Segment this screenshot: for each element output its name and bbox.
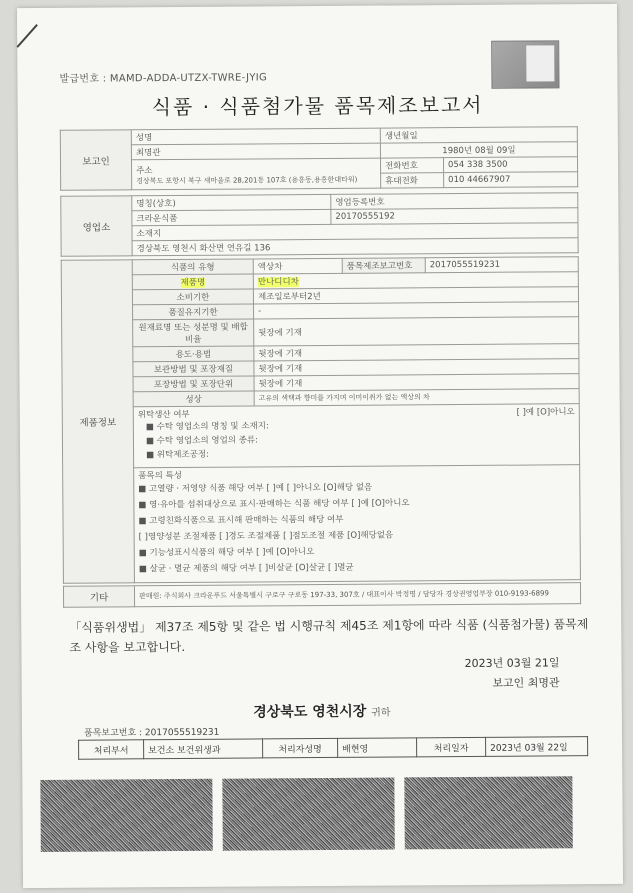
document-page — [17, 4, 623, 888]
mobile-label: 휴대전화 — [381, 173, 444, 188]
reporter-address: 경상북도 포항시 북구 새마을로 28,201동 107호 (용흥동,용흥한대타워) — [136, 175, 358, 185]
business-section: 영업소 — [61, 196, 132, 256]
char-item: ■ 영·유아를 섭취대상으로 표시·판매하는 식품 해당 여부 [ ]예 [O]아니오 — [138, 498, 410, 511]
proc-date-value: 2023년 03월 22일 — [486, 737, 588, 757]
barcode-stamp — [491, 40, 559, 88]
phone-label: 전화번호 — [380, 158, 443, 173]
birth-label: 생년월일 — [380, 127, 577, 143]
packaging-value: 뒷장에 기재 — [254, 374, 579, 391]
consign-item: ■ 수탁 영업소의 영업의 종류: — [145, 435, 259, 447]
storage-value: 뒷장에 기재 — [254, 359, 579, 376]
char-item: ■ 살균 · 멸균 제품의 해당 여부 [ ]비살균 [O]살균 [ ]멸균 — [138, 562, 354, 575]
reporter-table — [60, 126, 578, 191]
other-value: 판매원: 주식회사 크라운푸드 서울특별시 구로구 구로동 197-33, 307호 / 대표이사 박정명 / 담당자 경상권영업부장 010-9193-6899 — [134, 583, 580, 607]
char-item: ■ 기능성표시식품의 해당 여부 [ ]예 [O]아니오 — [138, 547, 315, 559]
office-name: 경상북도 영천시장 — [253, 703, 367, 721]
document-title: 식품 · 식품첨가물 품목제조보고서 — [151, 92, 484, 120]
characteristics-title: 품목의 특성 — [138, 470, 183, 482]
report-no-value: 2017055519231 — [425, 257, 578, 273]
person-value: 배현영 — [338, 738, 417, 758]
char-item: ■ 고령친화식품으로 표시해 판매하는 식품의 해당 여부 — [138, 514, 344, 527]
person-label: 처리자성명 — [263, 738, 338, 758]
item-report-number: 품목보고번호 : 2017055519231 — [83, 727, 220, 739]
name-label: 성명 — [131, 128, 380, 145]
consign-item: ■ 위탁제조공정: — [146, 449, 209, 461]
reporter-mobile: 010 44667907 — [444, 172, 578, 188]
storage-label: 보관방법 및 포장재질 — [133, 361, 254, 377]
report-date: 2023년 03월 21일 — [464, 656, 560, 670]
pen-mark — [16, 24, 37, 48]
expiry-value: 제조일로부터2년 — [253, 287, 578, 304]
dept-value: 보건소 보건위생과 — [144, 739, 263, 759]
other-table — [63, 582, 581, 608]
security-pattern — [222, 777, 394, 850]
product-section: 제품정보 — [61, 260, 134, 583]
issue-number: 발급번호 : MAMD-ADDA-UTZX-TWRE-JYIG — [59, 72, 268, 85]
business-reg: 20170555192 — [331, 208, 578, 225]
security-pattern — [40, 779, 212, 852]
reporter-name: 최명관 — [131, 143, 380, 160]
security-pattern — [404, 776, 572, 849]
processing-table — [78, 736, 588, 760]
ingredients-label: 원재료명 또는 성분명 및 배합비율 — [133, 319, 254, 347]
office-suffix: 귀하 — [371, 707, 391, 719]
expiry-label: 소비기한 — [132, 289, 253, 305]
report-no-label: 품목제조보고번호 — [342, 258, 425, 274]
appearance-value: 고유의 색택과 향미를 가지며 이미이취가 없는 액상의 차 — [254, 389, 579, 406]
ingredients-value: 뒷장에 기재 — [254, 317, 579, 346]
product-table — [61, 256, 581, 584]
usage-label: 용도·용법 — [133, 346, 254, 362]
business-name-label: 명칭(상호) — [132, 194, 331, 210]
consign-item: ■ 수탁 영업소의 명칭 및 소재지: — [145, 421, 269, 433]
char-item: [ ]영양성분 조절제품 [ ]경도 조절제품 [ ]점도조절 제품 [O]해당없음 — [138, 530, 394, 543]
quality-value: - — [254, 302, 579, 319]
packaging-label: 포장방법 및 포장단위 — [133, 376, 254, 392]
product-type: 액상차 — [253, 258, 342, 274]
consign-label: 위탁생산 여부 — [137, 409, 190, 421]
report-statement: 「식품위생법」 제37조 제5항 및 같은 법 시행규칙 제45조 제1항에 따라 식품 (식품첨가물) 품목제조 사항을 보고합니다. — [69, 617, 589, 655]
reporter-phone: 054 338 3500 — [443, 157, 577, 173]
reporter-birth: 1980년 08월 09일 — [380, 142, 577, 158]
business-name: 크라운식품 — [132, 209, 331, 225]
proc-date-label: 처리일자 — [417, 737, 486, 756]
business-loc-label: 소재지 — [132, 223, 578, 241]
business-loc: 경상북도 영천시 화산면 연유길 136 — [132, 238, 578, 256]
addressee — [22, 699, 622, 723]
reporter-section: 보고인 — [60, 130, 131, 190]
quality-label: 품질유지기한 — [133, 304, 254, 320]
appearance-label: 성상 — [133, 391, 254, 407]
business-table — [60, 192, 578, 257]
other-label: 기타 — [63, 586, 134, 607]
address-label: 주소 — [136, 165, 153, 176]
product-name-label: 제품명 — [180, 277, 206, 288]
dept-label: 처리부서 — [79, 740, 144, 759]
usage-value: 뒷장에 기재 — [254, 344, 579, 361]
consign-value: [ ]예 [O]아니오 — [516, 407, 575, 418]
business-reg-label: 영업등록번호 — [331, 193, 578, 210]
product-type-label: 식품의 유형 — [132, 259, 253, 275]
char-item: ■ 고열량 · 저영양 식품 해당 여부 [ ]예 [ ]아니오 [O]해당 없음 — [138, 482, 373, 495]
product-name: 만나디디차 — [257, 277, 299, 288]
reporter-signature: 보고인 최명관 — [492, 676, 560, 690]
